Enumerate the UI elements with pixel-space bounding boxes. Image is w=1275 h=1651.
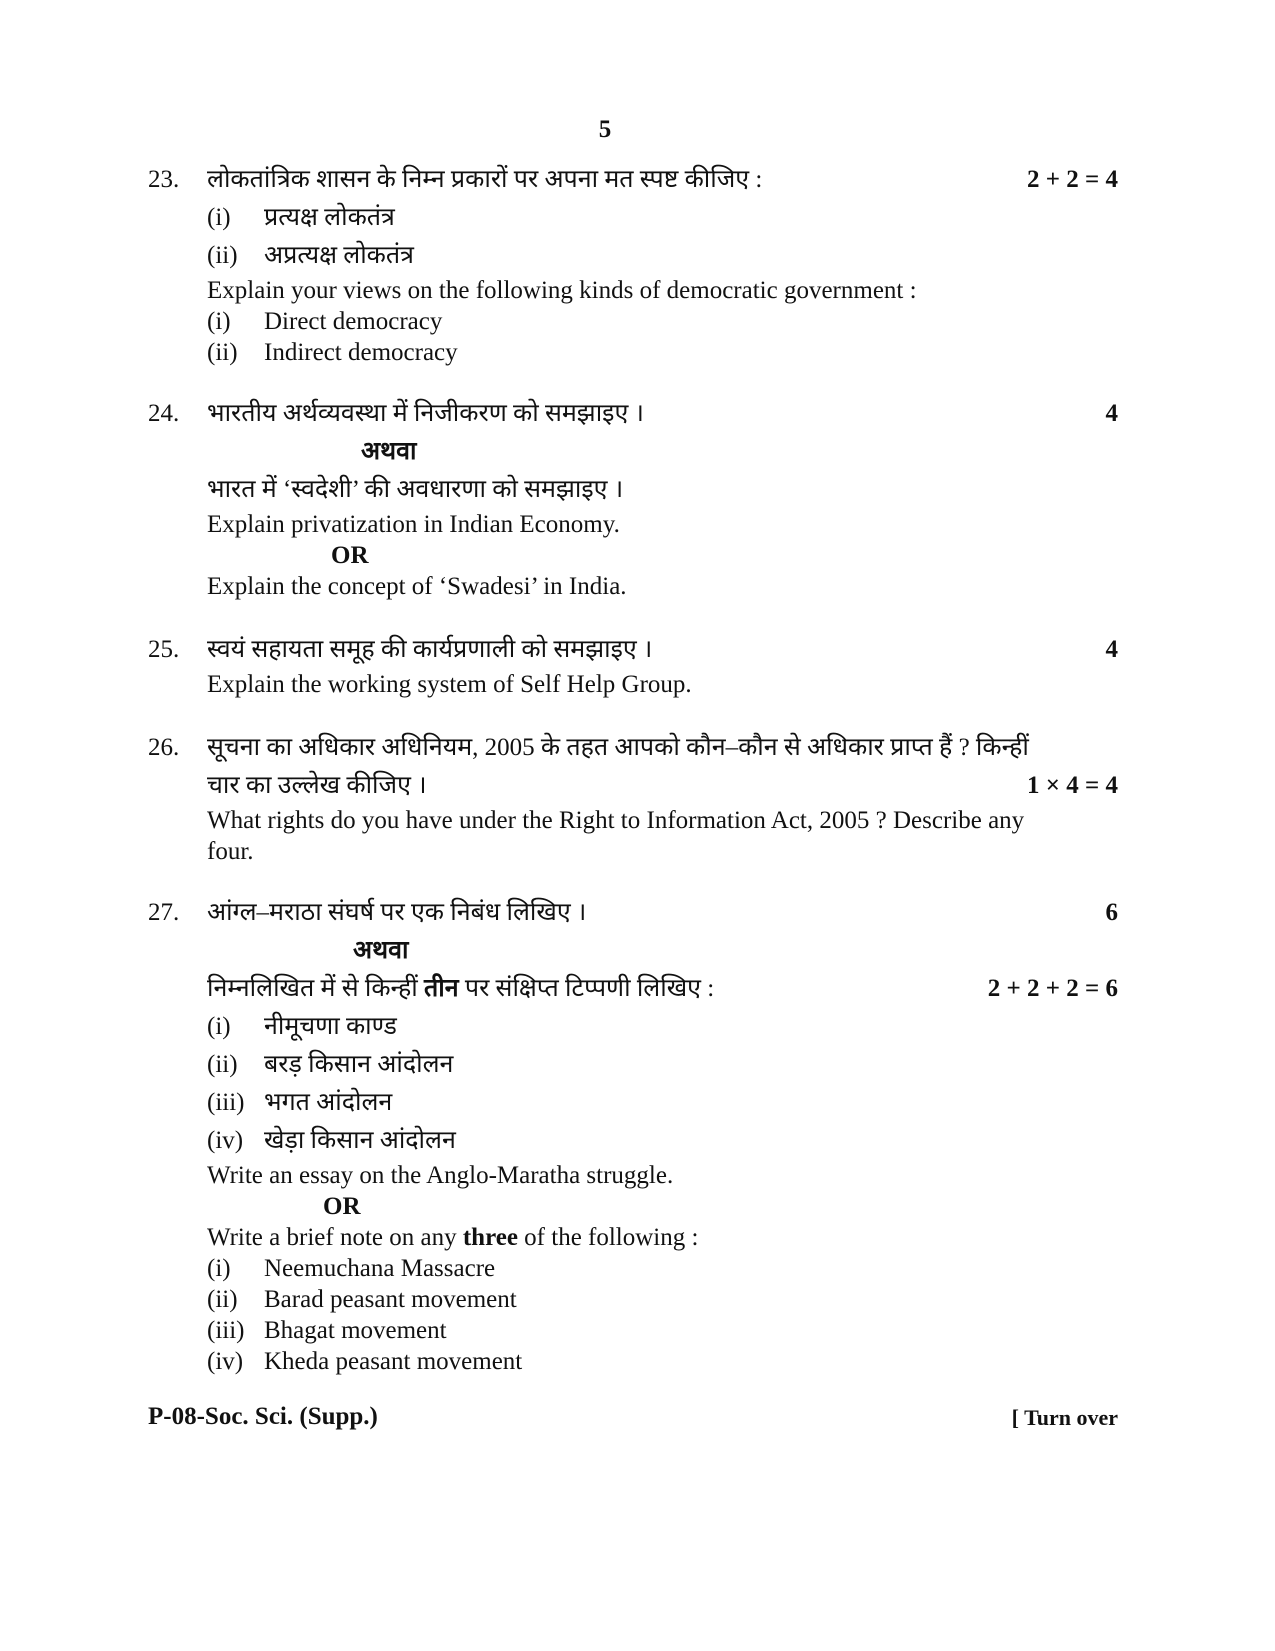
- hindi-option: [207, 1046, 1118, 1084]
- option-text: नीमूचणा काण्ड: [264, 1013, 397, 1040]
- option-text: Kheda peasant movement: [264, 1348, 523, 1375]
- marks: 2 + 2 = 4: [1027, 166, 1118, 193]
- question-text: भारतीय अर्थव्यवस्था में निजीकरण को समझाइए ।: [207, 400, 645, 427]
- question-27: [148, 894, 1118, 1377]
- or-hindi: अथवा: [353, 937, 409, 964]
- page-number: 5: [598, 116, 612, 143]
- option-number: (ii): [207, 1286, 238, 1313]
- marks: 1 × 4 = 4: [1027, 772, 1118, 799]
- option-text: खेड़ा किसान आंदोलन: [264, 1127, 456, 1154]
- question-text-english: Explain privatization in Indian Economy.: [207, 511, 620, 538]
- question-text: आंग्ल–मराठा संघर्ष पर एक निबंध लिखिए ।: [207, 899, 587, 926]
- question-text-english: Explain the working system of Self Help Group.: [207, 671, 692, 698]
- option-text: Direct democracy: [264, 308, 443, 335]
- question-text: चार का उल्लेख कीजिए ।: [207, 772, 427, 799]
- question-text-hindi-line1: सूचना का अधिकार अधिनियम, 2005 के तहत आपको कौन–कौन से अधिकार प्राप्त हैं ? किन्हीं: [207, 734, 1029, 761]
- english-option: [207, 1253, 1118, 1284]
- alternative-english: Explain the concept of ‘Swadesi’ in India.: [207, 573, 627, 600]
- option-number: (i): [207, 1255, 231, 1282]
- option-number: (ii): [207, 1051, 238, 1078]
- alt-text: of the following :: [517, 1224, 699, 1251]
- question-text-english-line2: four.: [207, 838, 254, 865]
- question-text: स्वयं सहायता समूह की कार्यप्रणाली को समझाइए ।: [207, 636, 653, 663]
- alternative-hindi: [207, 970, 1118, 1008]
- option-number: (i): [207, 1013, 231, 1040]
- marks: 4: [1105, 636, 1118, 663]
- option-text: भगत आंदोलन: [264, 1089, 393, 1116]
- option-text: प्रत्यक्ष लोकतंत्र: [264, 204, 395, 231]
- question-number: 24.: [148, 400, 180, 427]
- question-number: 26.: [148, 734, 180, 761]
- question-text-hindi-line2: [207, 767, 1118, 805]
- alt-text: पर संक्षिप्त टिप्पणी लिखिए :: [458, 975, 715, 1002]
- english-option: [207, 1315, 1118, 1346]
- option-text: अप्रत्यक्ष लोकतंत्र: [264, 242, 414, 269]
- option-number: (iii): [207, 1317, 245, 1344]
- alt-text-bold: three: [462, 1224, 518, 1251]
- turn-over-note: [ Turn over: [1011, 1405, 1118, 1430]
- option-number: (i): [207, 204, 231, 231]
- or-english: OR: [331, 542, 369, 569]
- question-26: [148, 729, 1118, 867]
- option-text: Bhagat movement: [264, 1317, 447, 1344]
- question-24: [148, 395, 1118, 602]
- option-text: Neemuchana Massacre: [264, 1255, 496, 1282]
- alt-text: Write a brief note on any: [207, 1224, 463, 1251]
- question-text-english-line1: What rights do you have under the Right to Information Act, 2005 ? Describe any: [207, 807, 1025, 834]
- alt-text-bold: तीन: [424, 975, 459, 1002]
- english-option: [207, 1346, 1118, 1377]
- question-text-hindi: [207, 161, 1118, 199]
- question-23: [148, 161, 1118, 368]
- question-number: 23.: [148, 166, 180, 193]
- question-number: 25.: [148, 636, 180, 663]
- option-text: बरड़ किसान आंदोलन: [264, 1051, 454, 1078]
- question-25: [148, 631, 1118, 700]
- question-text-english: Write an essay on the Anglo-Maratha struggle.: [207, 1162, 674, 1189]
- hindi-option: [207, 199, 1118, 237]
- marks: 6: [1105, 899, 1118, 926]
- hindi-option: [207, 1084, 1118, 1122]
- english-option: [207, 337, 1118, 368]
- paper-code: P-08-Soc. Sci. (Supp.): [148, 1403, 378, 1430]
- hindi-option: [207, 1122, 1118, 1160]
- question-text: लोकतांत्रिक शासन के निम्न प्रकारों पर अपना मत स्पष्ट कीजिए :: [207, 166, 763, 193]
- question-text-hindi: [207, 631, 1118, 669]
- marks: 2 + 2 + 2 = 6: [987, 975, 1118, 1002]
- question-number: 27.: [148, 899, 180, 926]
- option-number: (iv): [207, 1348, 244, 1375]
- or-english: OR: [323, 1193, 361, 1220]
- english-option: [207, 1284, 1118, 1315]
- alternative-english: [207, 1222, 1118, 1253]
- question-text-hindi: [207, 395, 1118, 433]
- alt-text: निम्नलिखित में से किन्हीं: [207, 975, 425, 1002]
- option-number: (ii): [207, 242, 238, 269]
- question-text-hindi: [207, 894, 1118, 932]
- option-number: (iv): [207, 1127, 244, 1154]
- hindi-option: [207, 1008, 1118, 1046]
- option-number: (iii): [207, 1089, 245, 1116]
- question-text-english: Explain your views on the following kinds of democratic government :: [207, 277, 917, 304]
- alternative-hindi: भारत में ‘स्वदेशी’ की अवधारणा को समझाइए ।: [207, 476, 624, 503]
- hindi-option: [207, 237, 1118, 275]
- option-text: Barad peasant movement: [264, 1286, 517, 1313]
- option-text: Indirect democracy: [264, 339, 458, 366]
- option-number: (i): [207, 308, 231, 335]
- english-option: [207, 306, 1118, 337]
- option-number: (ii): [207, 339, 238, 366]
- or-hindi: अथवा: [361, 438, 417, 465]
- marks: 4: [1105, 400, 1118, 427]
